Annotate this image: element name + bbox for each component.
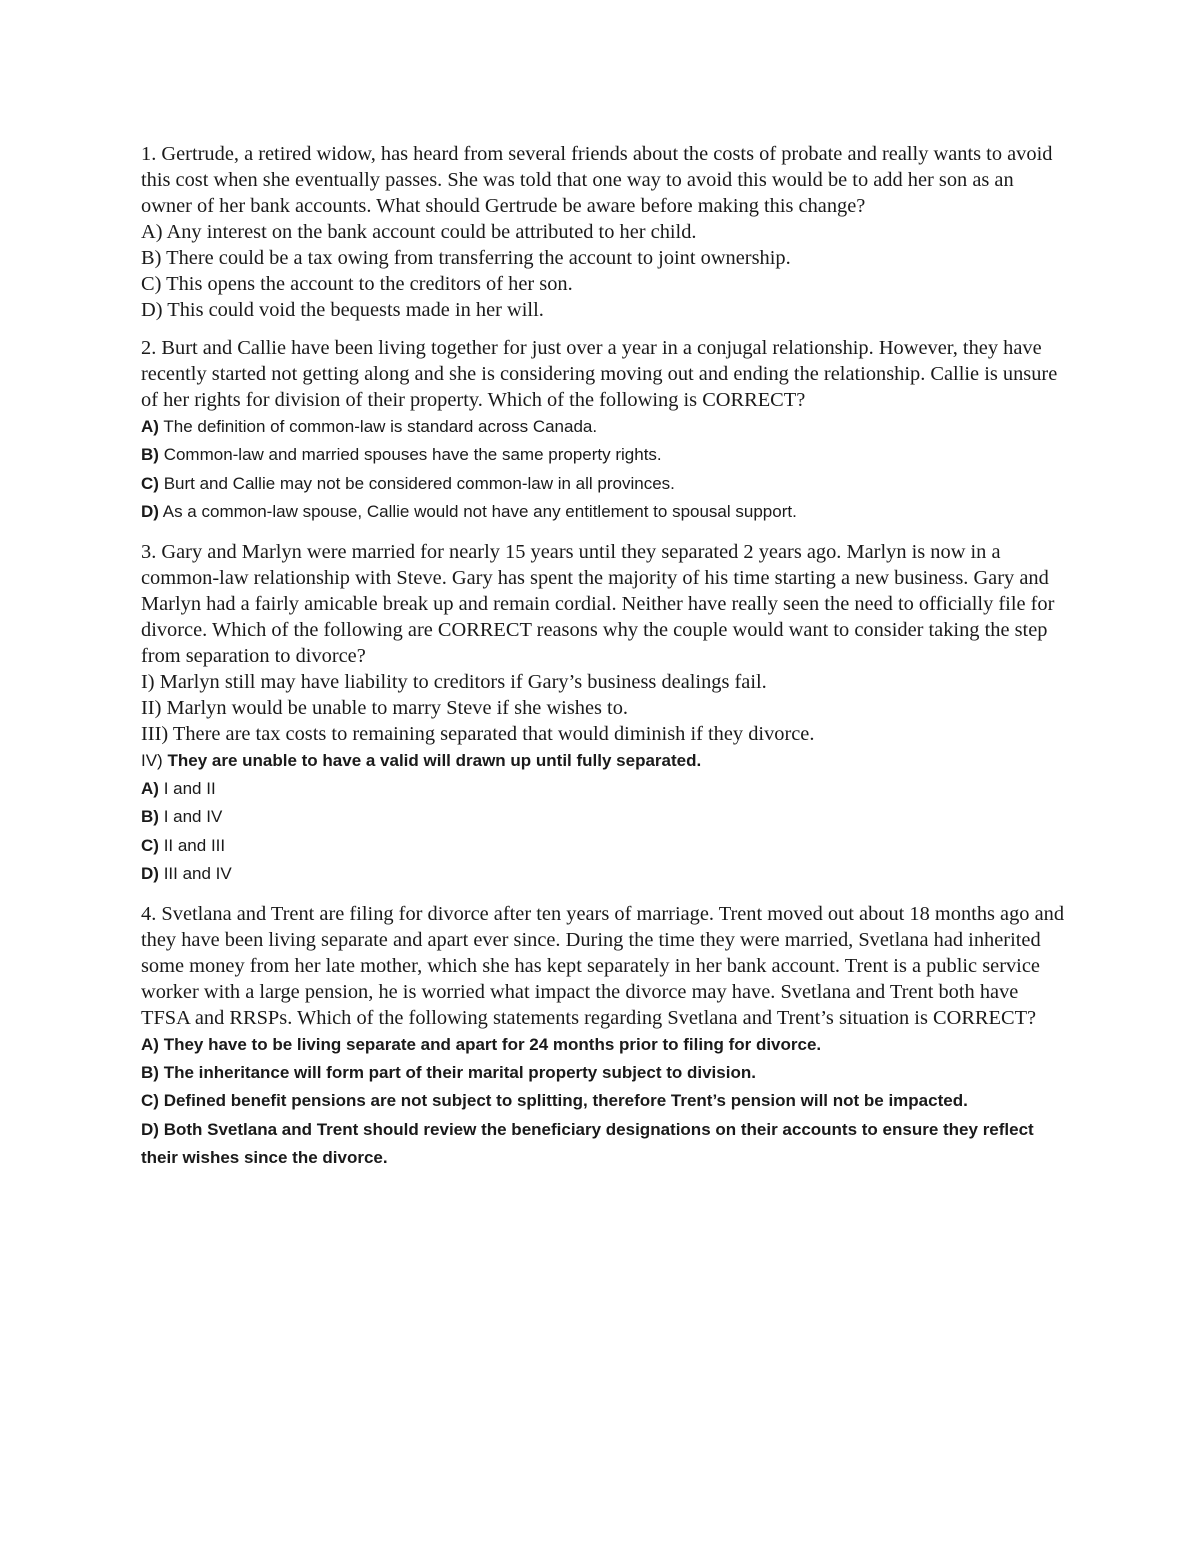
statement-ii <box>141 695 1066 721</box>
statement-text: Marlyn still may have liability to creditors if Gary’s business dealings fail. <box>159 670 767 693</box>
option-b <box>141 1059 1066 1087</box>
option-d <box>141 498 1066 526</box>
option-label: C) <box>141 473 159 493</box>
option-label: C) <box>141 1091 159 1111</box>
question-text: Svetlana and Trent are filing for divorce after ten years of marriage. Trent moved out about 18 months ago and they have been living separate and apart ever since. During the time they were married, Svetlana had inherited some money from her late mother, which she has kept separately in her bank account. Trent is a public service worker with a large pension, he is worried what impact the divorce may have. Svetlana and Trent both have TFSA and RRSPs. Which of the following statements regarding Svetlana and Trent’s situation is CORRECT? <box>141 902 1065 1029</box>
option-b <box>141 441 1066 469</box>
statement-text: There are tax costs to remaining separated that would diminish if they divorce. <box>172 722 815 745</box>
option-a <box>141 775 1066 803</box>
statement-iii <box>141 721 1066 747</box>
question-text: Burt and Callie have been living together for just over a year in a conjugal relationship. However, they have recently started not getting along and she is considering moving out and ending the relationship. Callie is unsure of her rights for division of their property. Which of the following is CORRECT? <box>141 337 1058 411</box>
question-2 <box>141 335 1066 527</box>
option-text: This could void the bequests made in her will. <box>167 299 544 321</box>
option-text: Common-law and married spouses have the same property rights. <box>163 445 662 465</box>
option-label: C) <box>141 835 159 855</box>
option-label: A) <box>141 779 159 799</box>
option-d <box>141 860 1066 888</box>
option-a <box>141 413 1066 441</box>
question-4 <box>141 901 1066 1173</box>
option-label: D) <box>141 299 163 321</box>
option-text: Burt and Callie may not be considered common-law in all provinces. <box>163 473 675 493</box>
question-stem <box>141 901 1066 1031</box>
statement-label: IV) <box>141 750 163 770</box>
question-3 <box>141 539 1066 889</box>
statement-text: Marlyn would be unable to marry Steve if she wishes to. <box>166 696 629 719</box>
option-c <box>141 1087 1066 1115</box>
option-c <box>141 832 1066 860</box>
option-label: A) <box>141 417 159 436</box>
option-label: B) <box>141 1063 159 1083</box>
option-text: Any interest on the bank account could be attributed to her child. <box>166 221 697 243</box>
option-c <box>141 470 1066 498</box>
option-label: D) <box>141 502 159 522</box>
option-text: I and IV <box>163 807 223 827</box>
option-text: They have to be living separate and apart for 24 months prior to filing for divorce. <box>163 1034 822 1054</box>
question-number: 2. <box>141 337 157 359</box>
question-number: 4. <box>141 902 157 925</box>
option-label: A) <box>141 221 163 243</box>
statement-i <box>141 669 1066 695</box>
option-c <box>141 271 1066 297</box>
document-page <box>141 141 1066 1185</box>
option-a <box>141 1031 1066 1059</box>
option-text: III and IV <box>163 864 232 884</box>
option-label: A) <box>141 1034 159 1054</box>
statement-label: II) <box>141 696 162 719</box>
statement-label: I) <box>141 670 155 693</box>
option-text: I and II <box>163 779 216 799</box>
question-text: Gertrude, a retired widow, has heard from several friends about the costs of probate and really wants to avoid this cost when she eventually passes. She was told that one way to avoid this would be to add her son as an owner of her bank accounts. What should Gertrude be aware before making this change? <box>141 143 1053 217</box>
option-text: Both Svetlana and Trent should review the beneficiary designations on their accounts to ensure they reflect their wishes since the divorce. <box>141 1119 1034 1168</box>
option-text: This opens the account to the creditors of her son. <box>166 273 573 295</box>
option-label: D) <box>141 1119 159 1139</box>
question-text: Gary and Marlyn were married for nearly 15 years until they separated 2 years ago. Marlyn is now in a common-law relationship with Steve. Gary has spent the majority of his time starting a new business. Gary and Marlyn had a fairly amicable break up and remain cordial. Neither have really seen the need to officially file for divorce. Which of the following are CORRECT reasons why the couple would want to consider taking the step from separation to divorce? <box>141 540 1055 667</box>
option-label: B) <box>141 807 159 827</box>
option-d <box>141 297 1066 323</box>
question-number: 3. <box>141 540 157 563</box>
option-label: B) <box>141 445 159 465</box>
option-b <box>141 245 1066 271</box>
option-text: As a common-law spouse, Callie would not have any entitlement to spousal support. <box>162 502 797 522</box>
question-number: 1. <box>141 143 157 165</box>
option-b <box>141 803 1066 831</box>
question-stem <box>141 539 1066 669</box>
option-text: Defined benefit pensions are not subject to splitting, therefore Trent’s pension will not be impacted. <box>163 1091 968 1111</box>
statement-iv <box>141 747 1066 775</box>
question-stem <box>141 335 1066 413</box>
option-label: C) <box>141 273 162 295</box>
option-label: D) <box>141 864 159 884</box>
option-a <box>141 219 1066 245</box>
option-text: II and III <box>163 835 226 855</box>
option-text: The definition of common-law is standard across Canada. <box>163 417 598 436</box>
option-label: B) <box>141 247 162 269</box>
statement-text: They are unable to have a valid will drawn up until fully separated. <box>167 750 702 770</box>
question-stem <box>141 141 1066 219</box>
statement-label: III) <box>141 722 169 745</box>
option-d <box>141 1116 1066 1173</box>
option-text: The inheritance will form part of their marital property subject to division. <box>163 1063 756 1083</box>
option-text: There could be a tax owing from transferring the account to joint ownership. <box>166 247 791 269</box>
question-1 <box>141 141 1066 323</box>
